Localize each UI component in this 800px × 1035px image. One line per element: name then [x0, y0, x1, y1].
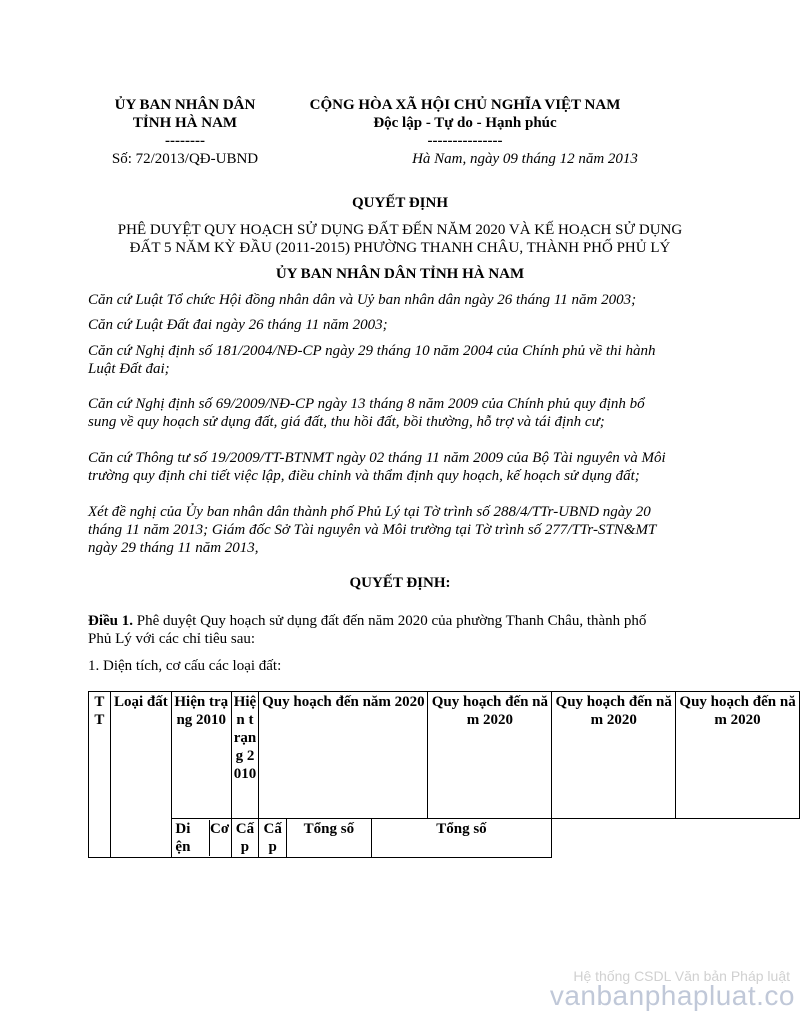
motto-separator: --------------- [427, 133, 503, 149]
basis-3-line-2: Luật Đất đai; [88, 361, 170, 377]
basis-4 [88, 395, 738, 431]
basis-2: Căn cứ Luật Đất đai ngày 26 tháng 11 năm 2003; [88, 317, 388, 333]
header-plan-2020-d: Quy hoạch đến năm 2020 [676, 692, 800, 819]
subheader-structure-1: Cơ [209, 820, 230, 856]
authority-title: ỦY BAN NHÂN DÂN TỈNH HÀ NAM [275, 266, 525, 282]
basis-6 [88, 503, 738, 557]
article-1-text-line-2: Phủ Lý với các chỉ tiêu sau: [88, 631, 256, 647]
decision-heading: QUYẾT ĐỊNH: [349, 575, 451, 591]
issuer-separator: -------- [165, 133, 205, 149]
subheader-area [171, 819, 231, 858]
header-current-status: Hiện trạng 2010 [171, 692, 231, 819]
basis-3 [88, 342, 738, 378]
subheader-level-2: Cấp [259, 819, 287, 858]
article-1-item-1: 1. Diện tích, cơ cấu các loại đất: [88, 658, 282, 674]
header-tt: TT [89, 692, 111, 858]
land-use-table [88, 691, 800, 858]
basis-5-line-1: Căn cứ Thông tư số 19/2009/TT-BTNMT ngày 02 tháng 11 năm 2009 của Bộ Tài nguyên và Môi [88, 450, 666, 466]
header-plan-2020-b: Quy hoạch đến năm 2020 [428, 692, 552, 819]
header-land-type: Loại đất [110, 692, 171, 858]
document-number: Số: 72/2013/QĐ-UBND [111, 151, 259, 167]
basis-6-line-1: Xét đề nghị của Ủy ban nhân dân thành phố Phủ Lý tại Tờ trình số 288/4/TTr-UBND ngày 20 [88, 504, 651, 520]
subtitle-line-1: PHÊ DUYỆT QUY HOẠCH SỬ DỤNG ĐẤT ĐẾN NĂM 2020 VÀ KẾ HOẠCH SỬ DỤNG [117, 222, 683, 238]
issuer-name: ỦY BAN NHÂN DÂN [114, 97, 256, 113]
national-motto: Độc lập - Tự do - Hạnh phúc [373, 115, 557, 131]
place-date: Hà Nam, ngày 09 tháng 12 năm 2013 [412, 151, 638, 167]
basis-4-line-2: sung về quy hoạch sử dụng đất, giá đất, thu hồi đất, bồi thường, hỗ trợ và tái định cư; [88, 414, 605, 430]
article-1-text: Phê duyệt Quy hoạch sử dụng đất đến năm 2020 của phường Thanh Châu, thành phố [133, 613, 647, 629]
basis-6-line-2: tháng 11 năm 2013; Giám đốc Sở Tài nguyên và Môi trường tại Tờ trình số 277/TTr-STN&MT [88, 522, 657, 538]
article-1-label: Điều 1. [88, 613, 133, 629]
basis-6-line-3: ngày 29 tháng 11 năm 2013, [88, 540, 259, 556]
subheader-area-text: Diện [175, 821, 191, 855]
header-plan-2020-a: Quy hoạch đến năm 2020 [259, 692, 428, 819]
header-plan-2020-c: Quy hoạch đến năm 2020 [552, 692, 676, 819]
header-current-status-narrow: Hiện trạng 2010 [231, 692, 259, 819]
decision-title: QUYẾT ĐỊNH [352, 195, 448, 211]
watermark-line-2: vanbanphapluat.co [549, 980, 795, 1011]
national-title: CỘNG HÒA XÃ HỘI CHỦ NGHĨA VIỆT NAM [309, 97, 621, 113]
subheader-total-2: Tổng số [371, 819, 552, 858]
basis-5-line-2: trường quy định chi tiết việc lập, điều chỉnh và thẩm định quy hoạch, kế hoạch sử dụng đất; [88, 468, 640, 484]
empty-cell [552, 819, 800, 858]
basis-4-line-1: Căn cứ Nghị định số 69/2009/NĐ-CP ngày 13 tháng 8 năm 2009 của Chính phủ quy định bổ [88, 396, 645, 412]
subheader-level-1: Cấp [231, 819, 259, 858]
basis-5 [88, 449, 738, 485]
issuer-province: TỈNH HÀ NAM [132, 115, 238, 131]
watermark-line-1: Hệ thống CSDL Văn bản Pháp luật [573, 968, 790, 984]
subheader-total-1: Tổng số [287, 819, 372, 858]
basis-1: Căn cứ Luật Tổ chức Hội đồng nhân dân và Uỷ ban nhân dân ngày 26 tháng 11 năm 2003; [88, 292, 637, 308]
article-1 [88, 612, 748, 648]
subtitle-line-2: ĐẤT 5 NĂM KỲ ĐẦU (2011-2015) PHƯỜNG THANH CHÂU, THÀNH PHỐ PHỦ LÝ [129, 240, 671, 256]
basis-3-line-1: Căn cứ Nghị định số 181/2004/NĐ-CP ngày 29 tháng 10 năm 2004 của Chính phủ về thi hành [88, 343, 656, 359]
